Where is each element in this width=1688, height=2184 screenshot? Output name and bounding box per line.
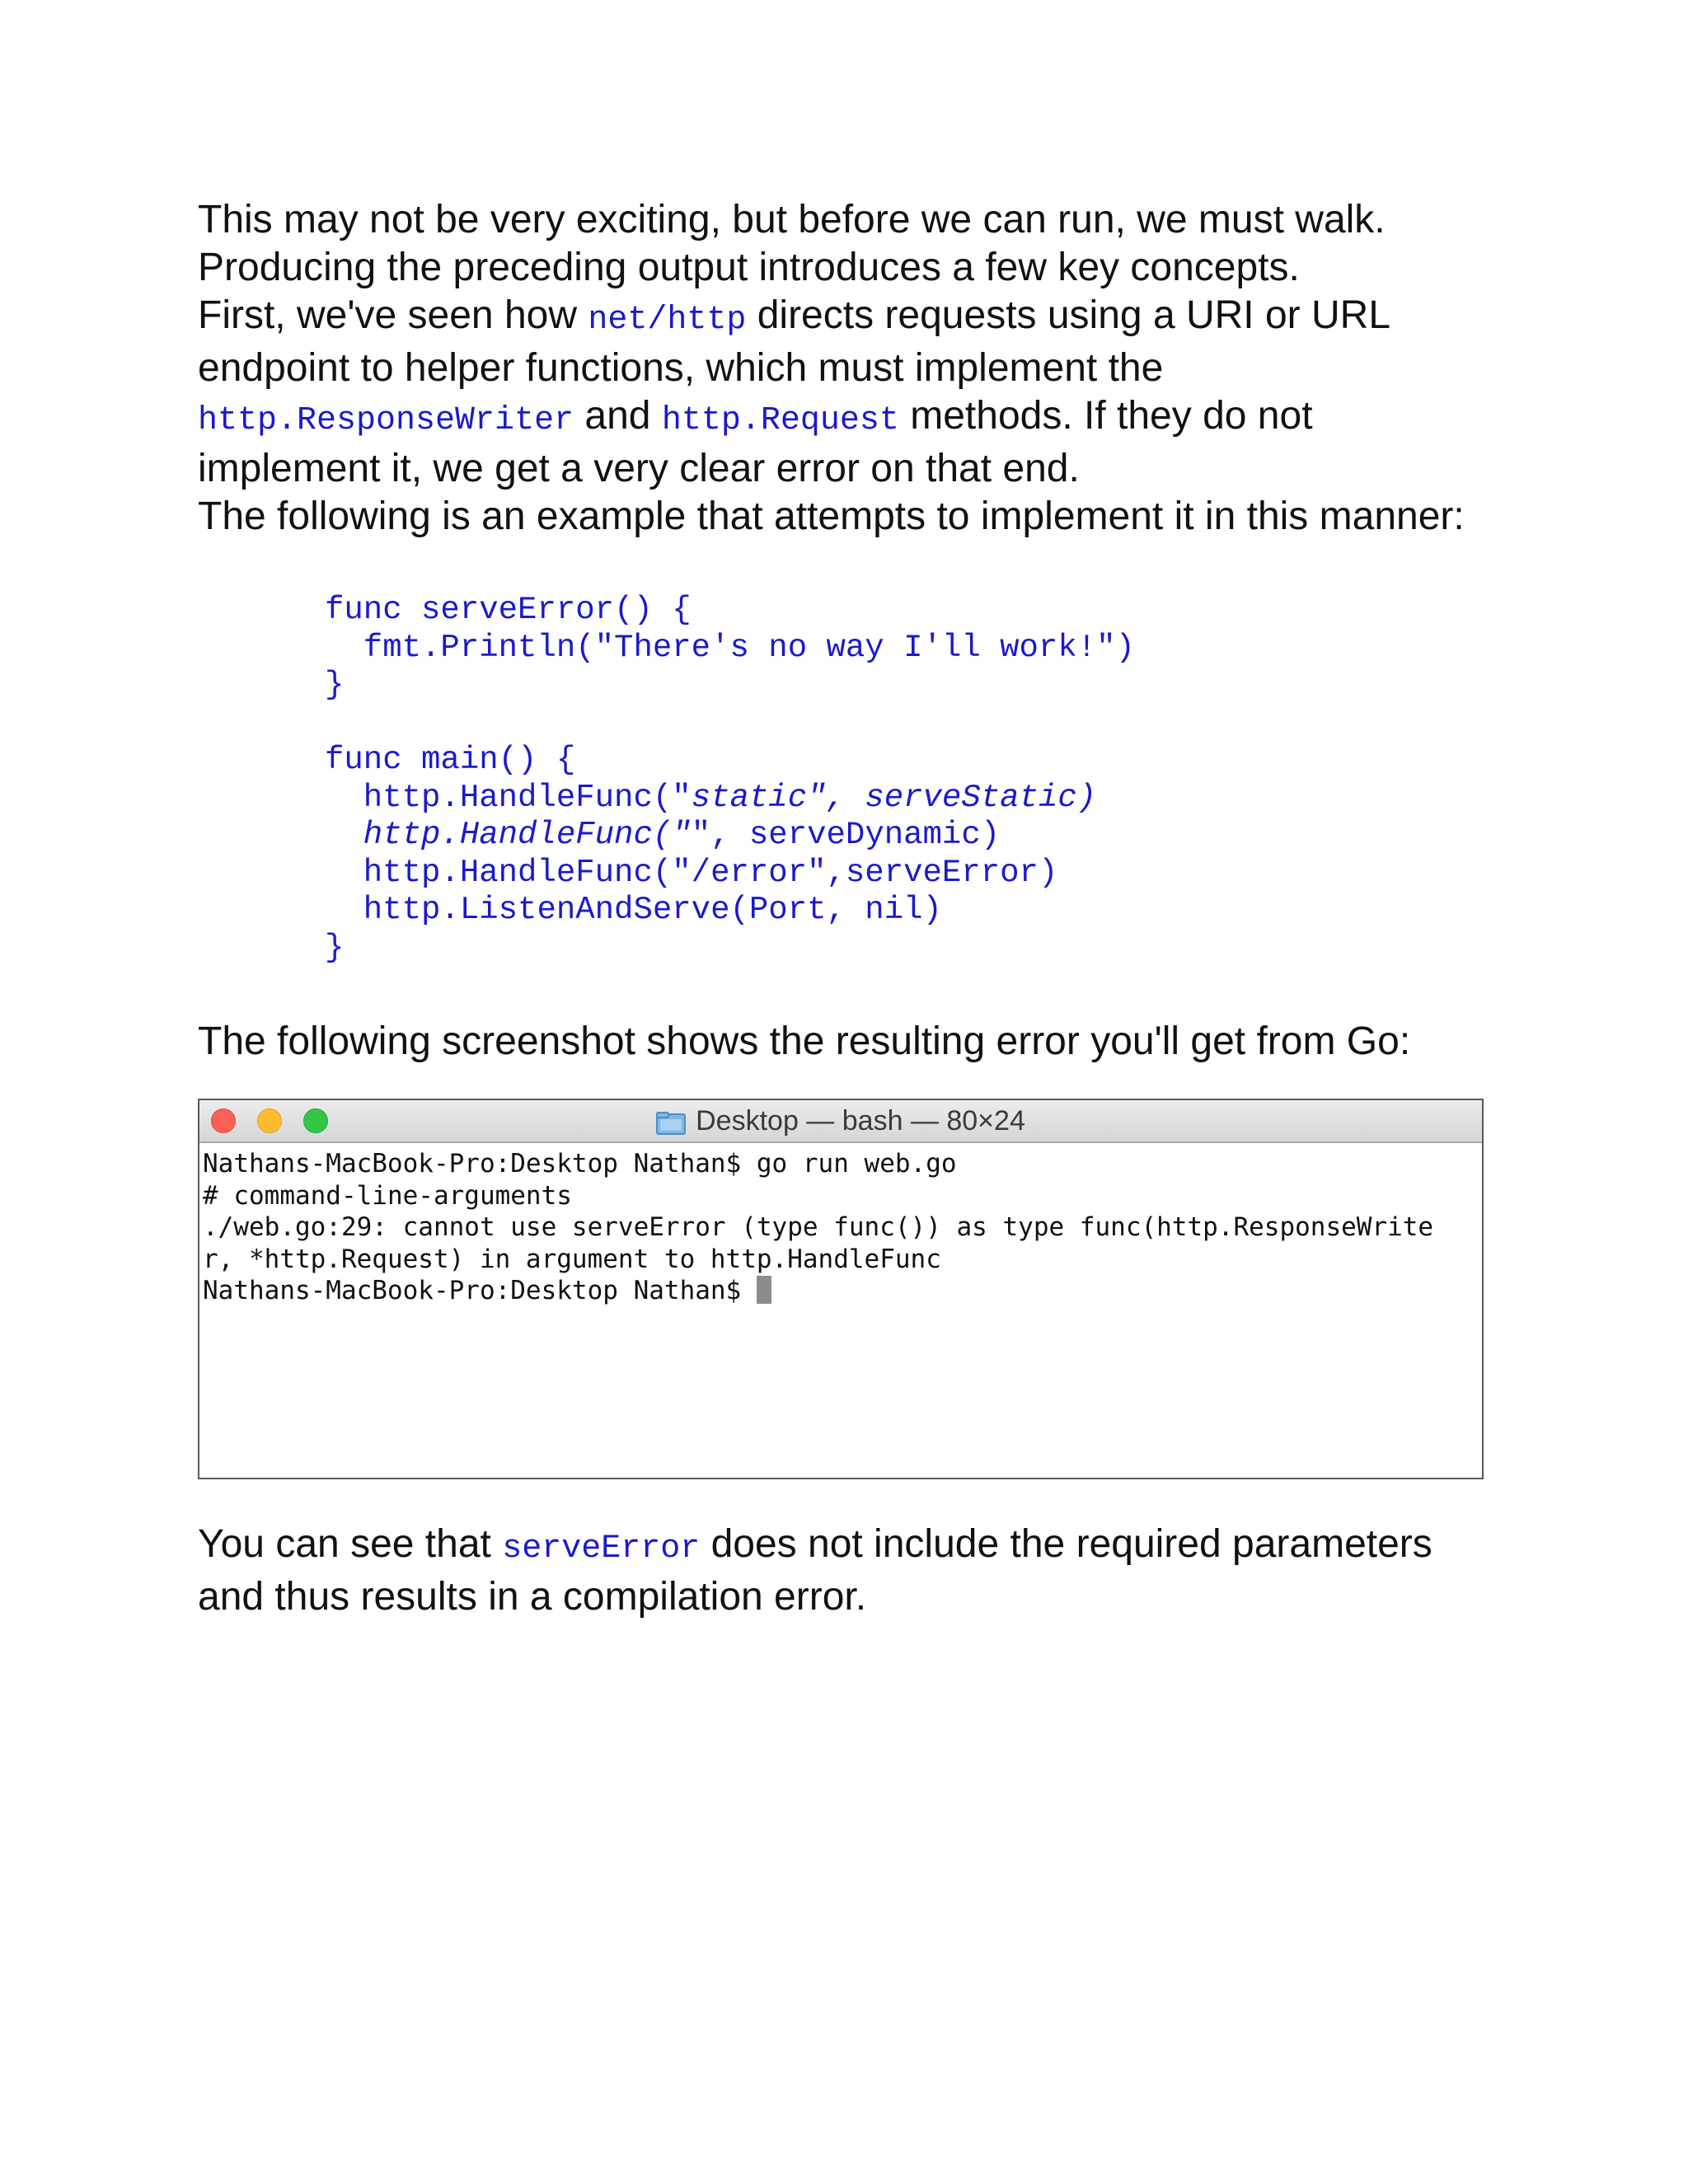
inline-code-serveerror: serveError [502,1530,701,1568]
paragraph-example-intro-text: The following is an example that attempts to implement it in this manner: [198,494,1465,538]
paragraph-text: First, we've seen how [198,293,588,337]
inline-code-request: http.Request [661,402,899,439]
paragraph-example-intro [198,493,1500,541]
document-page [198,196,1500,1621]
paragraph-intro-text: This may not be very exciting, but before we can run, we must walk. Producing the preceding output introduces a few key concepts. [198,198,1386,289]
terminal-cursor [757,1276,771,1304]
paragraph-text: You can see that [198,1522,503,1566]
code-line: http.ListenAndServe(Port, nil) [325,892,942,928]
folder-icon [656,1110,686,1133]
code-line [325,817,1500,855]
code-block [325,592,1500,967]
code-line: http.HandleFunc("/error",serveError) [325,854,1058,891]
code-line: } [325,929,345,966]
code-line: func serveError() { [325,592,692,628]
terminal-line: Nathans-MacBook-Pro:Desktop Nathan$ go run web.go [203,1149,957,1179]
terminal-prompt: Nathans-MacBook-Pro:Desktop Nathan$ [203,1276,757,1305]
paragraph-screenshot-intro-text: The following screenshot shows the resulting error you'll get from Go: [198,1019,1411,1063]
code-line: func main() { [325,742,576,778]
code-line: fmt.Println("There's no way I'll work!") [325,629,1135,666]
paragraph-text: directs requests using a URI or URL endpoint to helper functions, which must implement the [198,293,1390,390]
paragraph-conclusion [198,1521,1500,1621]
code-line: } [325,667,345,703]
terminal-prompt-line [203,1275,1482,1307]
paragraph-text: methods. If they do not implement it, we get a very clear error on that end. [198,394,1313,490]
code-line [325,780,1500,818]
terminal-output [199,1143,1482,1307]
code-segment: http.HandleFunc(" [325,779,692,816]
terminal-title-text: Desktop — bash — 80×24 [696,1104,1025,1137]
code-segment-italic: http.HandleFunc(" [325,817,692,853]
terminal-title [199,1100,1482,1141]
inline-code-net-http: net/http [588,302,747,339]
code-segment: ", serveDynamic) [691,817,1001,853]
paragraph-screenshot-intro [198,1018,1500,1066]
paragraph-intro [198,196,1500,292]
terminal-line: ./web.go:29: cannot use serveError (type func()) as type func(http.ResponseWrite [203,1212,1434,1242]
code-line [325,705,1500,743]
terminal-line: # command-line-arguments [203,1180,572,1211]
terminal-titlebar [199,1100,1482,1143]
inline-code-responsewriter: http.ResponseWriter [198,402,574,439]
paragraph-text: and [574,394,662,438]
terminal-line: r, *http.Request) in argument to http.HandleFunc [203,1244,941,1274]
paragraph-text: does not include the required parameters and thus results in a compilation error. [198,1522,1432,1619]
terminal-window-screenshot [198,1099,1484,1479]
paragraph-net-http [198,292,1500,493]
code-segment-italic: static", serveStatic) [691,779,1097,816]
